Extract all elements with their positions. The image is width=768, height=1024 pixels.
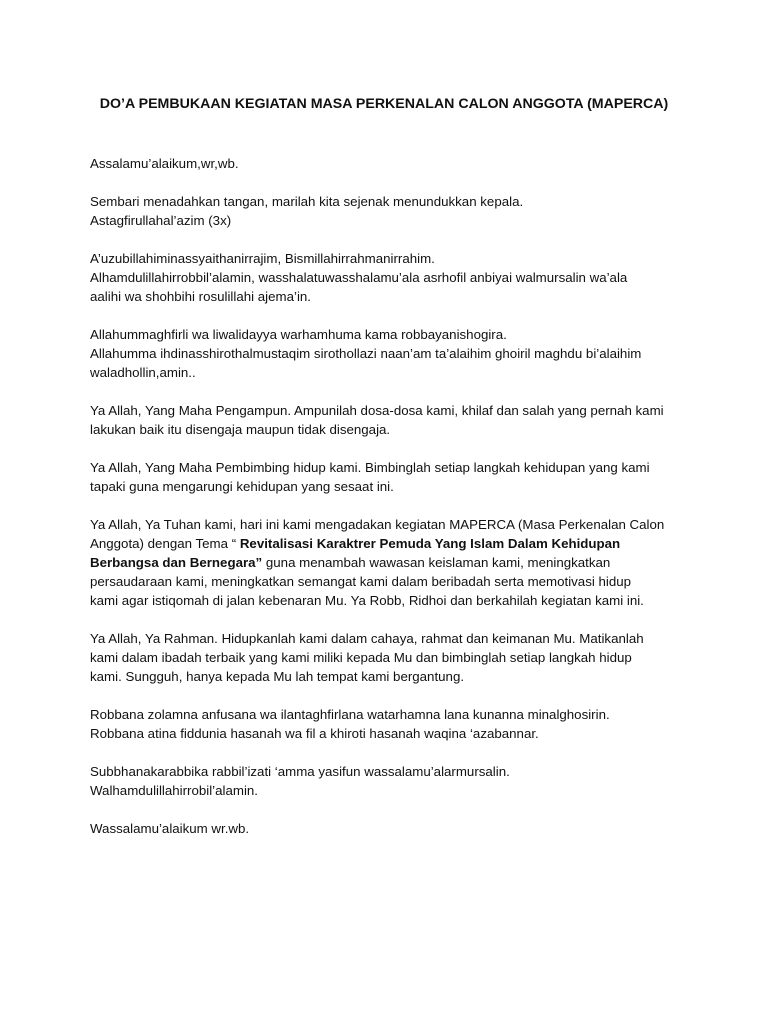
text-line: kami. Sungguh, hanya kepada Mu lah tempat kami bergantung. <box>90 669 465 684</box>
paragraph-opening <box>90 192 690 230</box>
text-line: Ya Allah, Yang Maha Pembimbing hidup kami. Bimbinglah setiap langkah kehidupan yang kami <box>90 460 650 475</box>
text-line: Assalamu’alaikum,wr,wb. <box>90 156 239 171</box>
paragraph-pembimbing <box>90 458 690 496</box>
document-body <box>90 154 690 857</box>
text-line: waladhollin,amin.. <box>90 365 196 380</box>
paragraph-pengampun <box>90 401 690 439</box>
paragraph-robbana <box>90 705 690 743</box>
paragraph-allahumma <box>90 325 690 382</box>
text-line: persaudaraan kami, meningkatkan semangat kami dalam beribadah serta memotivasi hidup <box>90 574 632 589</box>
text-line: Astagfirullahal’azim (3x) <box>90 213 232 228</box>
text-line: Sembari menadahkan tangan, marilah kita sejenak menundukkan kepala. <box>90 194 524 209</box>
text-line <box>90 553 690 572</box>
paragraph-greeting <box>90 154 690 173</box>
text-line: Wassalamu’alaikum wr.wb. <box>90 821 250 836</box>
text-line: Ya Allah, Yang Maha Pengampun. Ampunilah dosa-dosa kami, khilaf dan salah yang pernah kami <box>90 403 664 418</box>
theme-after-text: guna menambah wawasan keislaman kami, meningkatkan <box>262 555 611 570</box>
text-line: Robbana zolamna anfusana wa ilantaghfirlana watarhamna lana kunanna minalghosirin. <box>90 707 610 722</box>
text-line: kami agar istiqomah di jalan kebenaran Mu. Ya Robb, Ridhoi dan berkahilah kegiatan kami ini. <box>90 593 644 608</box>
text-line: tapaki guna mengarungi kehidupan yang sesaat ini. <box>90 479 394 494</box>
text-line: Subbhanakarabbika rabbil’izati ‘amma yasifun wassalamu’alarmursalin. <box>90 764 510 779</box>
text-line: Ya Allah, Ya Tuhan kami, hari ini kami mengadakan kegiatan MAPERCA (Masa Perkenalan Calon <box>90 517 665 532</box>
text-line: Robbana atina fiddunia hasanah wa fil a khiroti hasanah waqina ‘azabannar. <box>90 726 539 741</box>
paragraph-closing <box>90 762 690 800</box>
text-line: kami dalam ibadah terbaik yang kami miliki kepada Mu dan bimbinglah setiap langkah hidup <box>90 650 632 665</box>
paragraph-basmalah <box>90 249 690 306</box>
paragraph-rahman <box>90 629 690 686</box>
theme-bold-text: Revitalisasi Karaktrer Pemuda Yang Islam Dalam Kehidupan <box>239 536 621 551</box>
text-line: A’uzubillahiminassyaithanirrajim, Bismillahirrahmanirrahim. <box>90 251 435 266</box>
paragraph-maperca <box>90 515 690 610</box>
theme-intro-text: Anggota) dengan Tema “ <box>90 536 237 551</box>
text-line <box>90 534 690 553</box>
theme-bold-text: Berbangsa dan Bernegara” <box>90 555 263 570</box>
text-line: Allahumma ihdinasshirothalmustaqim sirothollazi naan’am ta’alaihim ghoiril maghdu bi’alaihim <box>90 346 642 361</box>
text-line: Ya Allah, Ya Rahman. Hidupkanlah kami dalam cahaya, rahmat dan keimanan Mu. Matikanlah <box>90 631 644 646</box>
text-line: Walhamdulillahirrobil’alamin. <box>90 783 258 798</box>
text-line: aalihi wa shohbihi rosulillahi ajema’in. <box>90 289 311 304</box>
text-line: lakukan baik itu disengaja maupun tidak disengaja. <box>90 422 391 437</box>
text-line: Alhamdulillahirrobbil’alamin, wasshalatuwasshalamu’ala asrhofil anbiyai walmursalin wa’ala <box>90 270 628 285</box>
text-line: Allahummaghfirli wa liwalidayya warhamhuma kama robbayanishogira. <box>90 327 507 342</box>
paragraph-salam <box>90 819 690 838</box>
document-title: DO’A PEMBUKAAN KEGIATAN MASA PERKENALAN CALON ANGGOTA (MAPERCA) <box>99 96 669 112</box>
